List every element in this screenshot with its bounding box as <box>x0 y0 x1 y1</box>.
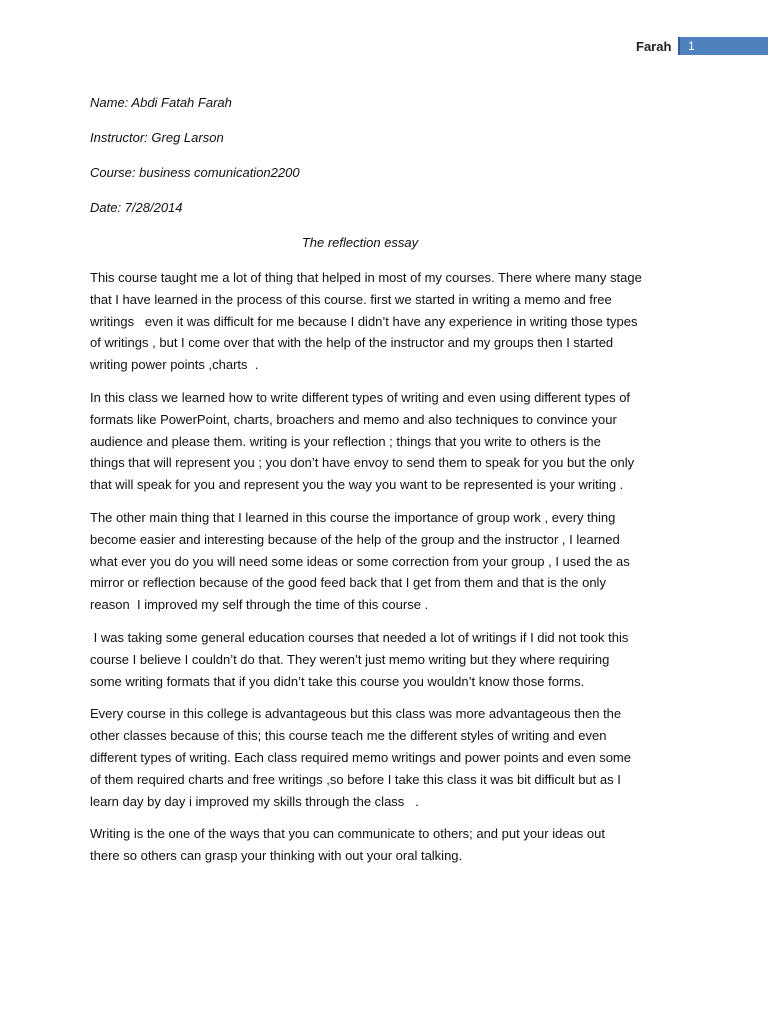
paragraph-line: what ever you do you will need some ideas or some correction from your group , I used the as <box>90 553 630 569</box>
paragraph-line: I was taking some general education courses that needed a lot of writings if I did not took this <box>90 629 629 645</box>
paragraph-line: there so others can grasp your thinking with out your oral talking. <box>90 848 463 864</box>
essay-paragraph <box>90 703 690 812</box>
document-body <box>90 94 690 878</box>
essay-paragraph <box>90 823 690 867</box>
paragraph-line: mirror or reflection because of the good feed back that I get from them and that is the only <box>90 575 606 591</box>
paragraph-line: other classes because of this; this course teach me the different styles of writing and even <box>90 728 607 744</box>
paragraph-line: different types of writing. Each class required memo writings and power points and even some <box>90 749 631 765</box>
paragraph-line: things that will represent you ; you don’t have envoy to send them to speak for you but the only <box>90 455 635 471</box>
paragraph-line: Writing is the one of the ways that you can communicate to others; and put your ideas out <box>90 826 605 842</box>
essay-paragraph <box>90 507 690 616</box>
essay-paragraph <box>90 267 690 376</box>
page-number: 1 <box>688 39 695 53</box>
paragraph-line: that I have learned in the process of this course. first we started in writing a memo and free <box>90 291 612 307</box>
page-header <box>0 37 768 57</box>
paragraph-line: some writing formats that if you didn’t take this course you wouldn’t know those forms. <box>90 673 585 689</box>
essay-paragraphs <box>90 267 690 867</box>
paragraph-line: This course taught me a lot of thing that helped in most of my courses. There where many stage <box>90 270 642 285</box>
paragraph-line: writings even it was difficult for me because I didn’t have any experience in writing those types <box>90 313 638 329</box>
paragraph-line: reason I improved my self through the time of this course . <box>90 597 429 613</box>
course-name: Course: business comunication2200 <box>90 165 300 180</box>
essay-title: The reflection essay <box>301 235 419 250</box>
paragraph-line: become easier and interesting because of the help of the group and the instructor , I learned <box>90 531 620 547</box>
essay-date: Date: 7/28/2014 <box>90 200 183 215</box>
student-name: Name: Abdi Fatah Farah <box>90 95 232 110</box>
page-number-badge <box>678 37 768 55</box>
header-author-name: Farah <box>636 39 672 54</box>
paragraph-line: Every course in this college is advantageous but this class was more advantageous then the <box>90 706 622 722</box>
instructor-name: Instructor: Greg Larson <box>90 130 224 145</box>
essay-paragraph <box>90 387 690 496</box>
paragraph-line: course I believe I couldn’t do that. They weren’t just memo writing but they where requiring <box>90 651 610 667</box>
paragraph-line: In this class we learned how to write different types of writing and even using different types of <box>90 389 631 405</box>
paragraph-line: of writings , but I come over that with the help of the instructor and my groups then I started <box>90 335 614 351</box>
paragraph-line: that will speak for you and represent you the way you want to be represented is your writing . <box>90 477 624 493</box>
paragraph-line: The other main thing that I learned in this course the importance of group work , every thing <box>90 509 616 525</box>
paragraph-line: audience and please them. writing is your reflection ; things that you write to others is the <box>90 433 601 449</box>
paragraph-line: of them required charts and free writings ,so before I take this class it was bit difficult but as I <box>90 771 621 787</box>
essay-paragraph <box>90 627 690 692</box>
paragraph-line: writing power points ,charts . <box>90 357 259 373</box>
paragraph-line: formats like PowerPoint, charts, broachers and memo and also techniques to convince your <box>90 411 617 427</box>
paragraph-line: learn day by day i improved my skills through the class . <box>90 793 419 809</box>
